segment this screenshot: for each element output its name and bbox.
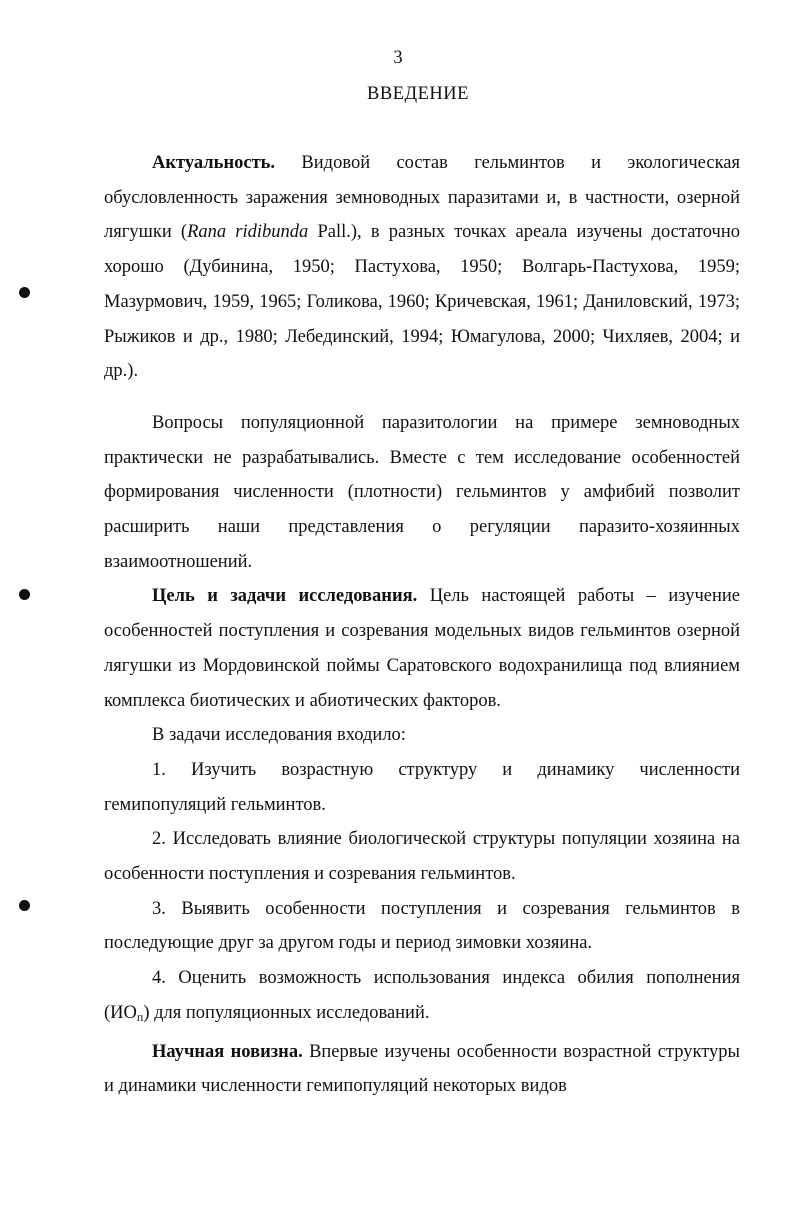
goal-text: Цель настоящей работы – изучение особенностей поступления и созревания модельных видов гельминтов озерной лягушки из Мордовинской поймы Саратовского водохранилища под влиянием комплекса биотических и абиотических факторов. bbox=[104, 586, 740, 711]
novelty-heading: Научная новизна. bbox=[152, 1041, 303, 1062]
binding-hole-mark bbox=[19, 287, 30, 298]
document-body bbox=[104, 146, 740, 1104]
novelty-text: Впервые изучены особенности возрастной структуры и динамики численности гемипопуляций некоторых видов bbox=[104, 1041, 740, 1097]
population-paragraph: Вопросы популяционной паразитологии на примере земноводных практически не разрабатывались. Вместе с тем исследование особенностей формирования численности (плотности) гельминтов у амфибий позволит расширить наши представления о регуляции паразито-хозяинных взаимоотношений. bbox=[104, 412, 740, 572]
task-item: 3. Выявить особенности поступления и созревания гельминтов в последующие друг за другом годы и период зимовки хозяина. bbox=[104, 898, 740, 954]
novelty-paragraph bbox=[104, 1035, 740, 1104]
relevance-text-1: Видовой состав гельминтов и экологическая обусловленность заражения земноводных паразитами и, в частности, озерной лягушки ( bbox=[104, 153, 740, 243]
species-name: Rana ridibunda bbox=[187, 222, 309, 243]
relevance-text-2: Pall.), в разных точках ареала изучены достаточно хорошо (Дубинина, 1950; Пастухова, 1950; Волгарь-Пастухова, 1959; Мазурмович, 1959, 1965; Голикова, 1960; Кричевская, 1961; Даниловский, 1973; Рыжиков и др., 1980; Лебединский, 1994; Юмагулова, 2000; Чихляев, 2004; и др.). bbox=[104, 222, 741, 382]
page-title: ВВЕДЕНИЕ bbox=[367, 84, 469, 104]
task-item: 2. Исследовать влияние биологической структуры популяции хозяина на особенности поступления и созревания гельминтов. bbox=[104, 829, 740, 885]
goal-paragraph bbox=[104, 579, 740, 718]
task-item: 1. Изучить возрастную структуру и динамику численности гемипопуляций гельминтов. bbox=[104, 759, 740, 815]
goal-heading: Цель и задачи исследования. bbox=[152, 586, 418, 607]
tasks-intro: В задачи исследования входило: bbox=[152, 725, 406, 746]
page-number: 3 bbox=[393, 48, 403, 68]
binding-hole-mark bbox=[19, 589, 30, 600]
relevance-paragraph bbox=[104, 146, 740, 389]
task-item: 4. Оценить возможность использования индекса обилия пополнения $(ИО_п)$ для популяционных исследований. bbox=[104, 968, 740, 1024]
subscript-p: п bbox=[136, 1009, 144, 1024]
binding-hole-mark bbox=[19, 900, 30, 911]
relevance-heading: Актуальность. bbox=[152, 153, 276, 173]
